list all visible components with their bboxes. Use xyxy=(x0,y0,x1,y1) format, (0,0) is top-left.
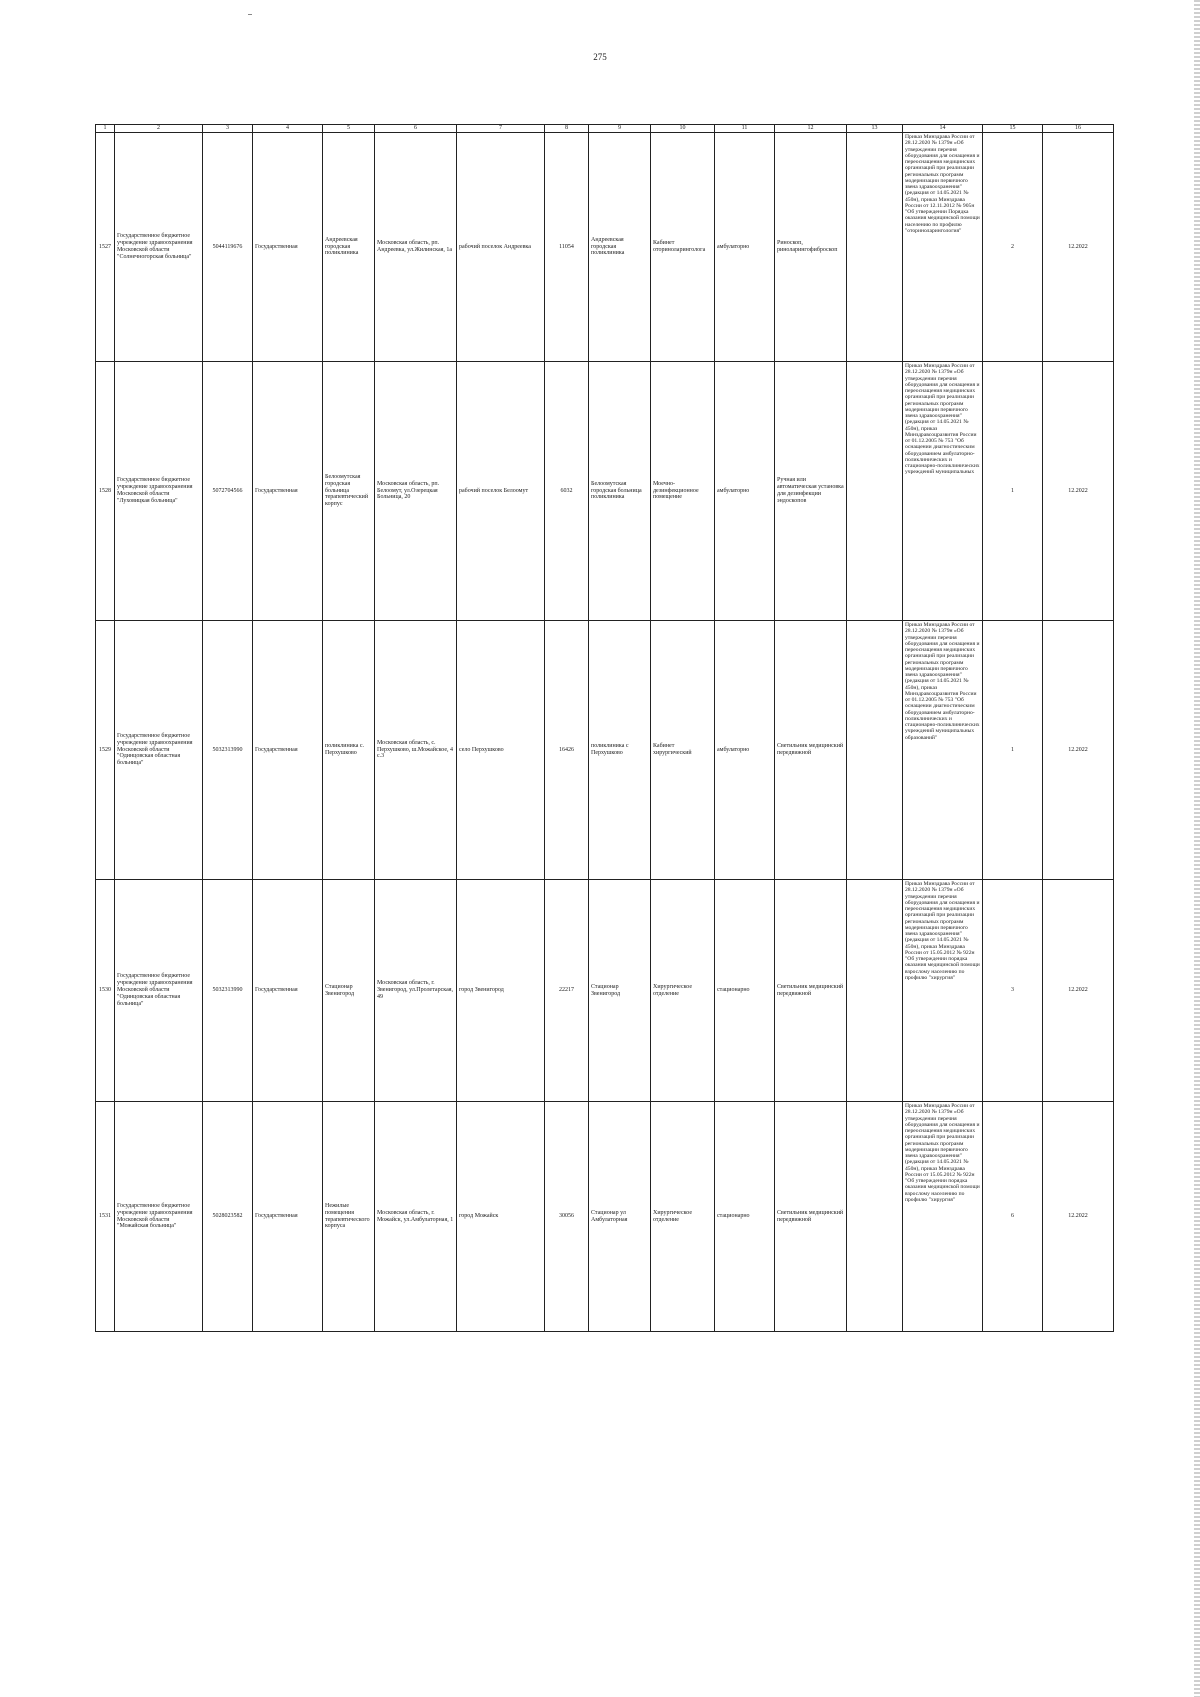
column-13-cell xyxy=(847,133,903,362)
quantity: 1 xyxy=(983,362,1043,621)
organization-name: Государственное бюджетное учреждение здравоохранения Московской области "Одинцовская областная больница" xyxy=(115,621,203,880)
inn: 5032313990 xyxy=(203,621,253,880)
column-13-cell xyxy=(847,362,903,621)
population: 11054 xyxy=(545,133,589,362)
row-number: 1528 xyxy=(96,362,115,621)
equipment: Светильник медицинский передвижной xyxy=(775,880,847,1102)
row-number: 1530 xyxy=(96,880,115,1102)
address: Московская область, рп. Андреевка, ул.Жилинская, 1а xyxy=(375,133,457,362)
organization-name: Государственное бюджетное учреждение здравоохранения Московской области "Солнечногорская больница" xyxy=(115,133,203,362)
address: Московская область, г. Можайск, ул.Амбулаторная, 1 xyxy=(375,1102,457,1332)
registry-table xyxy=(95,124,1114,1332)
column-header: 12 xyxy=(775,125,847,133)
column-header: 1 xyxy=(96,125,115,133)
column-13-cell xyxy=(847,880,903,1102)
address: Московская область, г. Звенигород, ул.Пролетарская, 49 xyxy=(375,880,457,1102)
table-row xyxy=(96,133,1114,362)
legal-basis: Приказ Минздрава России от 28.12.2020 № 1379н «Об утверждении перечня оборудования для оснащения и переоснащения медицинских организаций при реализации региональных программ модернизации первичного звена здравоохранения"(редакция от 14.05.2021 № 450н), приказ Минздрава России от 15.05.2012 № 922н "Об утверждении порядка оказания медицинской помощи взрослому населению по профилю "хирургия" xyxy=(903,880,983,1102)
ownership-form: Государственная xyxy=(253,621,323,880)
column-header: 3 xyxy=(203,125,253,133)
row-number: 1531 xyxy=(96,1102,115,1332)
delivery-date: 12.2022 xyxy=(1043,362,1114,621)
delivery-date: 12.2022 xyxy=(1043,880,1114,1102)
column-13-cell xyxy=(847,1102,903,1332)
settlement: город Можайск xyxy=(457,1102,545,1332)
column-header: 7 xyxy=(457,125,545,133)
table-row xyxy=(96,362,1114,621)
column-header: 8 xyxy=(545,125,589,133)
room: Кабинет хирургический xyxy=(651,621,715,880)
column-header: 6 xyxy=(375,125,457,133)
structural-unit: Белоомутская городская больница терапевтический корпус xyxy=(323,362,375,621)
inn: 5032313990 xyxy=(203,880,253,1102)
delivery-date: 12.2022 xyxy=(1043,1102,1114,1332)
column-number-row xyxy=(96,125,1114,133)
address: Московская область, рп. Белоомут, ул.Озерецкая Больница, 20 xyxy=(375,362,457,621)
settlement: рабочий поселок Андреевка xyxy=(457,133,545,362)
legal-basis: Приказ Минздрава России от 28.12.2020 № 1379н «Об утверждении перечня оборудования для оснащения и переоснащения медицинских организаций при реализации региональных программ модернизации первичного звена здравоохранения"(редакция от 14.05.2021 № 450н), приказ Минздрава России от 12.11.2012 № 905н "Об утверждении Порядка оказания медицинской помощи населению по профилю "оториноларингология" xyxy=(903,133,983,362)
legal-basis: Приказ Минздрава России от 28.12.2020 № 1379н «Об утверждении перечня оборудования для оснащения и переоснащения медицинских организаций при реализации региональных программ модернизации первичного звена здравоохранения"(редакция от 14.05.2021 № 450н), приказ Минздравсоцразвития России от 01.12.2005 № 753 "Об оснащении диагностическим оборудованием амбулаторно-поликлинических и стационарно-поликлинических учреждений муниципальных xyxy=(903,362,983,621)
inn: 5028023582 xyxy=(203,1102,253,1332)
division: поликлиника с Перхушково xyxy=(589,621,651,880)
quantity: 6 xyxy=(983,1102,1043,1332)
room: Хирургическое отделение xyxy=(651,880,715,1102)
column-header: 10 xyxy=(651,125,715,133)
structural-unit: Стационар Звенигород xyxy=(323,880,375,1102)
column-header: 14 xyxy=(903,125,983,133)
ownership-form: Государственная xyxy=(253,1102,323,1332)
quantity: 3 xyxy=(983,880,1043,1102)
settlement: город Звенигород xyxy=(457,880,545,1102)
care-conditions: стационарно xyxy=(715,1102,775,1332)
quantity: 1 xyxy=(983,621,1043,880)
column-header: 9 xyxy=(589,125,651,133)
column-header: 13 xyxy=(847,125,903,133)
population: 16426 xyxy=(545,621,589,880)
care-conditions: стационарно xyxy=(715,880,775,1102)
column-header: 15 xyxy=(983,125,1043,133)
delivery-date: 12.2022 xyxy=(1043,133,1114,362)
division: Стационар ул Амбулаторная xyxy=(589,1102,651,1332)
scan-edge xyxy=(1194,0,1200,1697)
population: 30056 xyxy=(545,1102,589,1332)
care-conditions: амбулаторно xyxy=(715,362,775,621)
organization-name: Государственное бюджетное учреждение здравоохранения Московской области "Одинцовская областная больница" xyxy=(115,880,203,1102)
quantity: 2 xyxy=(983,133,1043,362)
population: 6032 xyxy=(545,362,589,621)
row-number: 1529 xyxy=(96,621,115,880)
division: Белоомутская городская больница поликлиника xyxy=(589,362,651,621)
equipment: Ручная или автоматическая установка для дезинфекции эндоскопов xyxy=(775,362,847,621)
legal-basis: Приказ Минздрава России от 28.12.2020 № 1379н «Об утверждении перечня оборудования для оснащения и переоснащения медицинских организаций при реализации региональных программ модернизации первичного звена здравоохранения"(редакция от 14.05.2021 № 450н), приказ Минздравсоцразвития России от 01.12.2005 № 753 "Об оснащении диагностическим оборудованием амбулаторно-поликлинических и стационарно-поликлинических учреждений муниципальных образований" xyxy=(903,621,983,880)
legal-basis: Приказ Минздрава России от 28.12.2020 № 1379н «Об утверждении перечня оборудования для оснащения и переоснащения медицинских организаций при реализации региональных программ модернизации первичного звена здравоохранения"(редакция от 14.05.2021 № 450н), приказ Минздрава России от 15.05.2012 № 922н "Об утверждении порядка оказания медицинской помощи взрослому населению по профилю "хирургия" xyxy=(903,1102,983,1332)
table-row xyxy=(96,1102,1114,1332)
column-header: 16 xyxy=(1043,125,1114,133)
inn: 5044119676 xyxy=(203,133,253,362)
room: Кабинет оториноларинголога xyxy=(651,133,715,362)
settlement: рабочий поселок Белоомут xyxy=(457,362,545,621)
equipment: Светильник медицинский передвижной xyxy=(775,1102,847,1332)
page-number: 275 xyxy=(593,52,607,62)
column-header: 4 xyxy=(253,125,323,133)
organization-name: Государственное бюджетное учреждение здравоохранения Московской области "Можайская больница" xyxy=(115,1102,203,1332)
scan-mark xyxy=(248,14,252,15)
table-row xyxy=(96,621,1114,880)
address: Московская область, с. Перхушково, ш.Можайское, 4 с.3 xyxy=(375,621,457,880)
care-conditions: амбулаторно xyxy=(715,621,775,880)
ownership-form: Государственная xyxy=(253,133,323,362)
equipment: Риноскоп, риноларингофиброскоп xyxy=(775,133,847,362)
table-row xyxy=(96,880,1114,1102)
room: Моечно-дезинфекционное помещение xyxy=(651,362,715,621)
population: 22217 xyxy=(545,880,589,1102)
settlement: село Перхушково xyxy=(457,621,545,880)
column-13-cell xyxy=(847,621,903,880)
column-header: 11 xyxy=(715,125,775,133)
division: Стационар Звенигород xyxy=(589,880,651,1102)
care-conditions: амбулаторно xyxy=(715,133,775,362)
row-number: 1527 xyxy=(96,133,115,362)
inn: 5072704566 xyxy=(203,362,253,621)
equipment: Светильник медицинский передвижной xyxy=(775,621,847,880)
room: Хирургическое отделение xyxy=(651,1102,715,1332)
organization-name: Государственное бюджетное учреждение здравоохранения Московской области "Луховицкая больница" xyxy=(115,362,203,621)
ownership-form: Государственная xyxy=(253,362,323,621)
division: Андреевская городская поликлиника xyxy=(589,133,651,362)
column-header: 5 xyxy=(323,125,375,133)
ownership-form: Государственная xyxy=(253,880,323,1102)
structural-unit: Андреевская городская поликлиника xyxy=(323,133,375,362)
column-header: 2 xyxy=(115,125,203,133)
structural-unit: поликлиника с. Перхушково xyxy=(323,621,375,880)
delivery-date: 12.2022 xyxy=(1043,621,1114,880)
structural-unit: Нежилые помещения терапевтического корпуса xyxy=(323,1102,375,1332)
